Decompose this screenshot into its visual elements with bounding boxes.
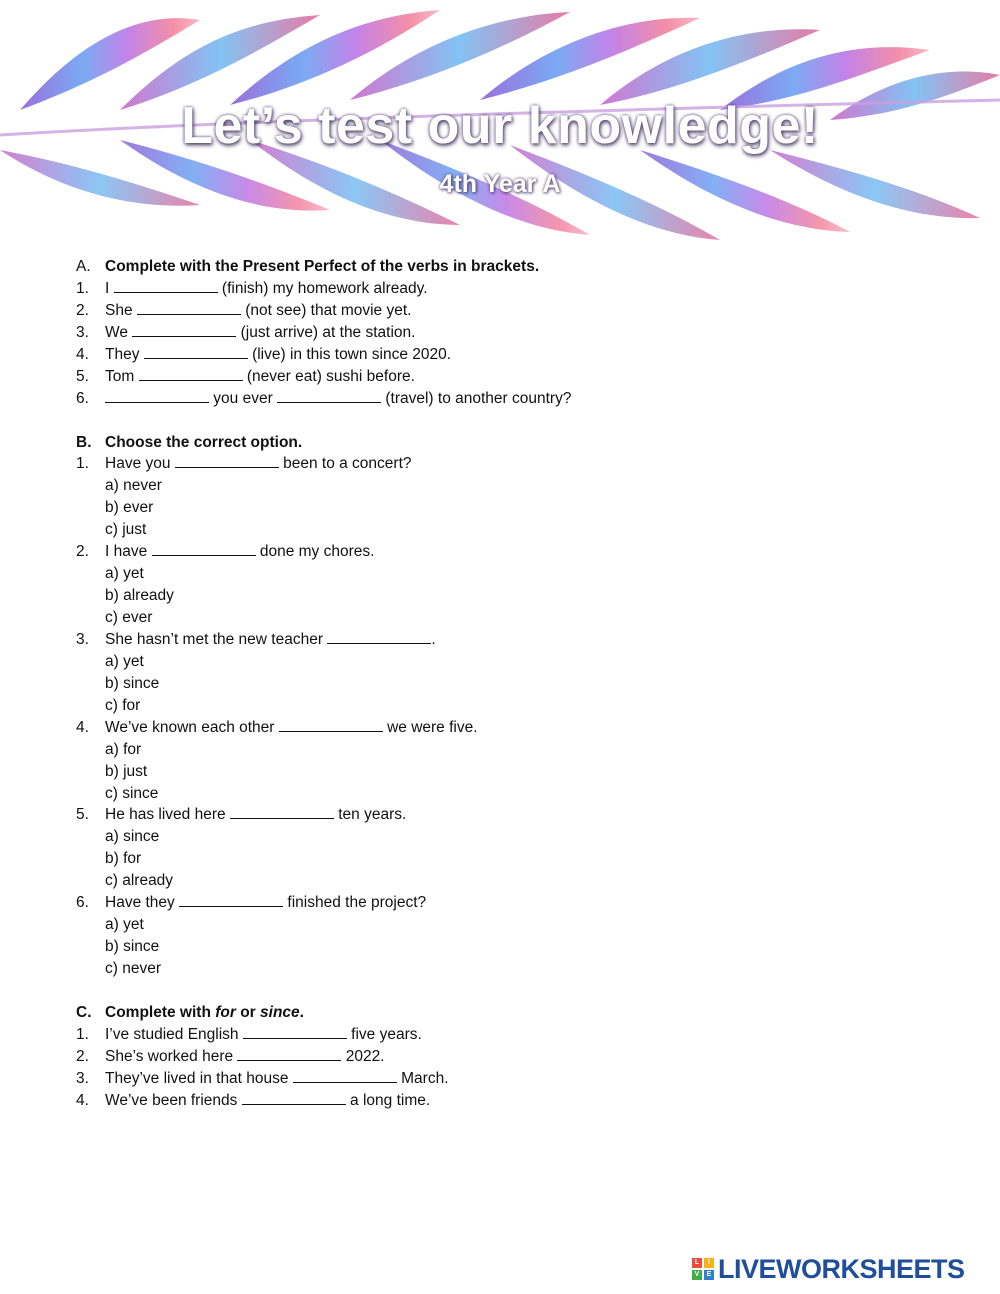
section-letter: B. [76,433,92,451]
list-item [76,1046,956,1068]
option-label: a) since [105,828,160,846]
answer-blank[interactable] [114,278,218,293]
option-label: b) for [105,850,142,868]
list-item [76,388,956,410]
option-label: a) for [105,740,142,758]
item-text-part: We’ve known each other [105,718,279,736]
item-text [105,1090,430,1112]
option-label: b) just [105,762,148,780]
option-label: c) ever [105,609,153,626]
option-label: b) since [105,674,160,692]
item-text-part: We [105,323,133,341]
answer-option[interactable] [76,826,956,848]
item-text [105,453,412,475]
item-text-part: March. [396,1069,449,1087]
item-text-part: She [105,301,137,319]
answer-blank[interactable] [152,541,256,556]
item-text [105,278,428,300]
option-label: c) since [105,784,159,802]
item-text [105,300,411,322]
list-item [76,453,956,475]
section-instruction: Choose the correct option. [105,433,303,451]
answer-option[interactable] [76,651,956,673]
option-label: a) never [105,477,162,495]
list-item [76,804,956,826]
item-text-part: . [431,630,436,648]
option-label: a) yet [105,916,144,934]
option-label: a) yet [105,565,144,583]
item-number: 5. [76,367,89,385]
item-text [105,541,374,563]
item-text [105,717,478,739]
answer-option[interactable] [76,475,956,497]
answer-option[interactable] [76,936,956,958]
item-text-part: done my chores. [255,543,375,561]
answer-option[interactable] [76,739,956,761]
answer-option[interactable] [76,563,956,585]
section-a-heading [76,256,956,278]
section-instruction: Complete with the Present Perfect of the verbs in brackets. [105,258,540,275]
item-text-part: I [105,279,114,297]
option-label: c) already [105,872,174,890]
list-item [76,278,956,300]
item-text-part: 2022. [341,1047,385,1065]
answer-blank[interactable] [293,1068,397,1083]
section-c-list [76,1024,956,1112]
worksheet-content [76,256,956,1112]
item-text-part: five years. [346,1025,422,1043]
item-number: 3. [76,323,89,341]
item-text [105,366,415,388]
section-b-heading [76,432,956,454]
answer-option[interactable] [76,958,956,980]
answer-option[interactable] [76,673,956,695]
item-number: 2. [76,1047,89,1065]
item-text-part: We’ve been friends [105,1091,242,1109]
item-text [105,388,571,410]
item-text-part: we were five. [382,718,478,736]
item-text-part: (just arrive) at the station. [236,323,416,341]
option-label: b) ever [105,499,154,517]
list-item [76,1068,956,1090]
item-number: 4. [76,345,89,363]
item-text-part: Have they [105,894,180,912]
item-text-part: been to a concert? [278,455,412,473]
item-number: 2. [76,301,89,319]
answer-blank[interactable] [105,388,209,403]
answer-blank[interactable] [277,388,381,403]
item-text-part: He has lived here [105,806,230,824]
answer-blank[interactable] [237,1046,341,1061]
section-b-list [76,453,956,980]
option-label: c) just [105,521,147,539]
item-text-part: I’ve studied English [105,1025,243,1043]
answer-option[interactable] [76,519,956,541]
item-number: 2. [76,543,89,561]
section-a-list [76,278,956,410]
item-text [105,804,406,826]
list-item [76,366,956,388]
liveworksheets-logo-icon [692,1258,714,1280]
answer-option[interactable] [76,870,956,892]
answer-blank[interactable] [144,344,248,359]
item-number: 5. [76,806,89,824]
logo-block: V [692,1270,702,1280]
list-item [76,1090,956,1112]
section-instruction: Complete with for or since. [105,1003,304,1021]
item-number: 4. [76,718,89,736]
answer-option[interactable] [76,497,956,519]
item-text [105,892,426,914]
item-text-part: They’ve lived in that house [105,1069,293,1087]
item-text-part: (finish) my homework already. [217,279,428,297]
item-text-part: (never eat) sushi before. [242,367,415,385]
answer-blank[interactable] [230,804,334,819]
answer-blank[interactable] [242,1090,346,1105]
item-number: 4. [76,1091,89,1109]
section-letter: A. [76,258,91,275]
brand-name: LIVEWORKSHEETS [718,1253,965,1284]
item-text-part: I have [105,543,152,561]
item-number: 6. [76,894,89,912]
logo-block: I [704,1258,714,1268]
page-subtitle: 4th Year A [439,170,561,198]
item-text [105,1024,422,1046]
section-letter: C. [76,1003,92,1021]
list-item [76,322,956,344]
item-number: 1. [76,455,89,473]
list-item [76,1024,956,1046]
list-item [76,629,956,651]
answer-blank[interactable] [139,366,243,381]
item-text-part: (live) in this town since 2020. [247,345,452,363]
option-label: b) since [105,938,160,956]
answer-blank[interactable] [179,892,283,907]
item-number: 3. [76,630,89,648]
item-text-part: you ever [209,389,278,407]
answer-option[interactable] [76,761,956,783]
answer-option[interactable] [76,848,956,870]
option-label: a) yet [105,652,144,670]
answer-blank[interactable] [279,717,383,732]
item-text-part: finished the project? [283,894,427,912]
option-label: c) for [105,696,141,714]
item-number: 6. [76,389,89,407]
item-text-part: She hasn’t met the new teacher [105,630,328,648]
answer-option[interactable] [76,914,956,936]
page-title: Let’s test our knowledge! [181,97,819,155]
item-text [105,629,436,651]
answer-blank[interactable] [137,300,241,315]
list-item [76,344,956,366]
answer-blank[interactable] [132,322,236,337]
item-number: 3. [76,1069,89,1087]
answer-option[interactable] [76,783,956,805]
answer-blank[interactable] [175,453,279,468]
item-text [105,1068,449,1090]
footer-brand [692,1254,965,1284]
answer-option[interactable] [76,585,956,607]
header-banner [0,0,1000,250]
item-text-part: (not see) that movie yet. [240,301,412,319]
list-item [76,892,956,914]
item-text-part: Tom [105,367,139,385]
answer-option[interactable] [76,695,956,717]
logo-block: E [704,1270,714,1280]
item-text [105,344,451,366]
item-text-part: Have you [105,455,175,473]
item-text-part: (travel) to another country? [381,389,572,407]
option-label: b) already [105,587,174,605]
option-label: c) never [105,960,161,977]
answer-blank[interactable] [327,629,431,644]
answer-option[interactable] [76,607,956,629]
item-text-part: She’s worked here [105,1047,238,1065]
item-number: 1. [76,1025,89,1043]
item-text-part: They [105,345,144,363]
list-item [76,300,956,322]
logo-block: L [692,1258,702,1268]
item-text-part: ten years. [333,806,407,824]
list-item [76,541,956,563]
item-number: 1. [76,279,89,297]
list-item [76,717,956,739]
item-text [105,1046,385,1068]
answer-blank[interactable] [243,1024,347,1039]
item-text-part: a long time. [345,1091,431,1109]
section-c-heading [76,1002,956,1024]
item-text [105,322,415,344]
